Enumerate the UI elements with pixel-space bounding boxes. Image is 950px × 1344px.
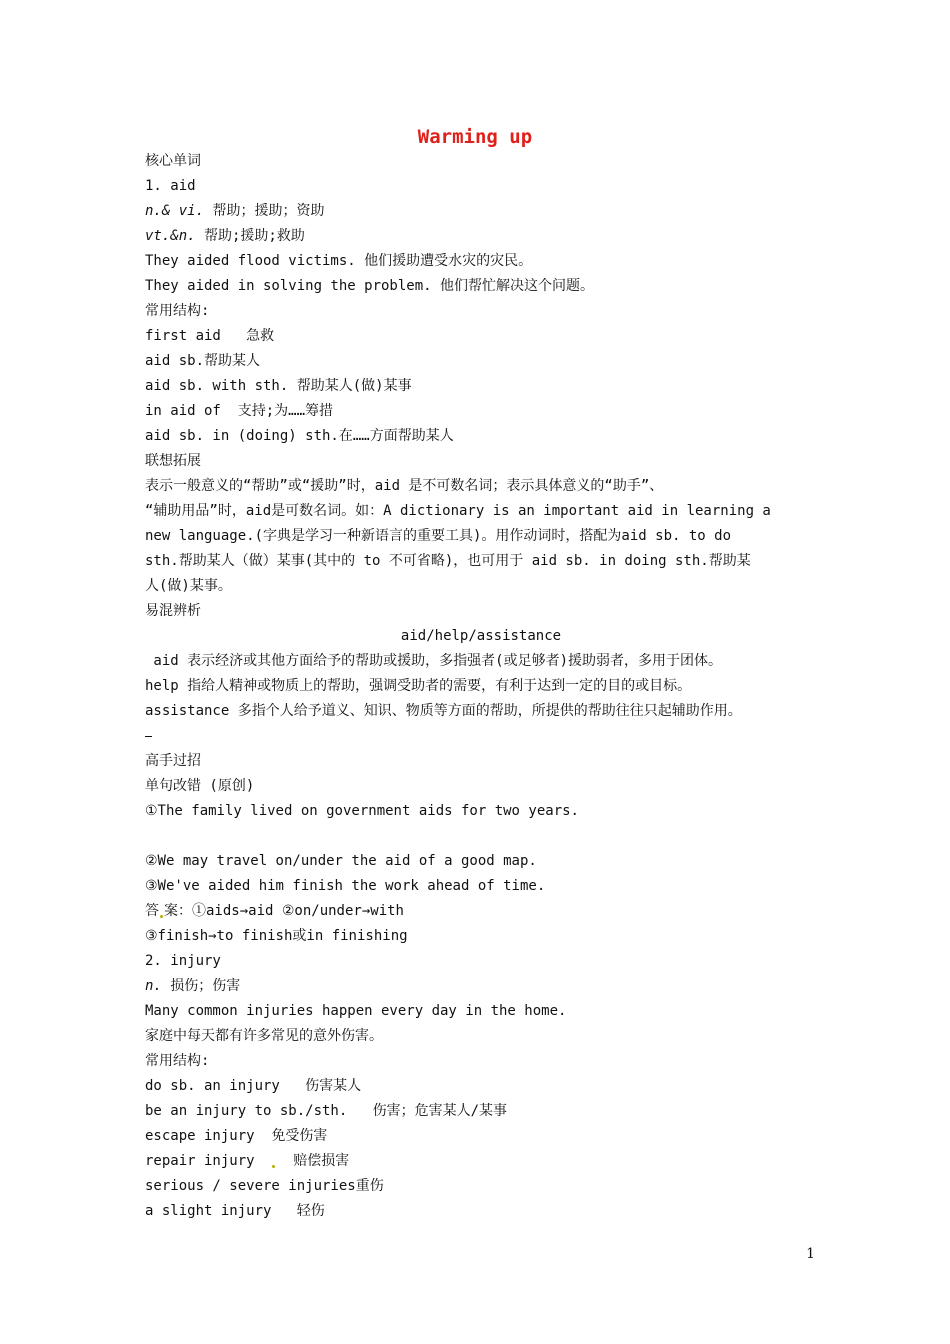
answer-text: 案：①aids→aid ②on/under→with bbox=[164, 903, 404, 919]
distinction-text: assistance 多指个人给予道义、知识、物质等方面的帮助，所提供的帮助往往只起辅助作用。 bbox=[145, 703, 742, 719]
page-title: Warming up bbox=[417, 126, 533, 148]
distinction-label: 易混辨析 bbox=[145, 603, 201, 619]
structure-item: in aid of 支持;为……筹措 bbox=[145, 403, 334, 419]
structure-item: a slight injury 轻伤 bbox=[145, 1203, 325, 1219]
structure-item bbox=[145, 1149, 817, 1174]
distinction-text: help 指给人精神或物质上的帮助，强调受助者的需要，有利于达到一定的目的或目标。 bbox=[145, 678, 692, 694]
structure-item: do sb. an injury 伤害某人 bbox=[145, 1078, 362, 1094]
part-of-speech: n.& vi. bbox=[145, 203, 205, 219]
answer-line bbox=[145, 899, 817, 924]
extension-text: sth.帮助某人（做）某事(其中的 to 不可省略)，也可用于 aid sb. in doing sth.帮助某 bbox=[145, 553, 751, 569]
extension-text: “辅助用品”时，aid是可数名词。如：A dictionary is an important aid in learning a bbox=[145, 503, 771, 519]
answer-line: ③finish→to finish或in finishing bbox=[145, 928, 408, 944]
word-heading-injury: 2. injury bbox=[145, 953, 221, 969]
blank-line bbox=[145, 824, 817, 849]
exercise-question: ②We may travel on/under the aid of a good map. bbox=[145, 853, 537, 869]
structure-item: aid sb. in (doing) sth.在……方面帮助某人 bbox=[145, 428, 454, 444]
definition-line bbox=[145, 224, 817, 249]
word-heading-aid: 1. aid bbox=[145, 178, 196, 194]
extension-text: 人(做)某事。 bbox=[145, 578, 232, 594]
structure-item: aid sb. with sth. 帮助某人(做)某事 bbox=[145, 378, 412, 394]
structure-item: first aid 急救 bbox=[145, 328, 275, 344]
document-body bbox=[145, 149, 817, 1224]
structure-label: 常用结构: bbox=[145, 1053, 210, 1069]
part-of-speech: n. bbox=[145, 978, 162, 994]
structure-item: aid sb.帮助某人 bbox=[145, 353, 261, 369]
exercise-question: ①The family lived on government aids for two years. bbox=[145, 803, 579, 819]
example-sentence: They aided in solving the problem. 他们帮忙解决这个问题。 bbox=[145, 278, 595, 294]
exercise-label: 单句改错 (原创) bbox=[145, 778, 255, 794]
definition-text: 帮助；援助；资助 bbox=[204, 203, 325, 219]
page-number: 1 bbox=[806, 1246, 815, 1262]
definition-text: 帮助;援助;救助 bbox=[195, 228, 305, 244]
example-translation: 家庭中每天都有许多常见的意外伤害。 bbox=[145, 1028, 383, 1044]
example-sentence: Many common injuries happen every day in the home. bbox=[145, 1003, 567, 1019]
part-of-speech: vt.&n. bbox=[145, 228, 196, 244]
dash-icon bbox=[145, 736, 152, 737]
distinction-heading: aid/help/assistance bbox=[400, 628, 562, 644]
structure-item: escape injury 免受伤害 bbox=[145, 1128, 328, 1144]
dot-icon bbox=[160, 915, 163, 918]
distinction-text: aid 表示经济或其他方面给予的帮助或援助，多指强者(或足够者)援助弱者，多用于团体。 bbox=[145, 653, 722, 669]
extension-text: 表示一般意义的“帮助”或“援助”时，aid 是不可数名词；表示具体意义的“助手”、 bbox=[145, 478, 664, 494]
structure-item: be an injury to sb./sth. 伤害；危害某人/某事 bbox=[145, 1103, 508, 1119]
dot-icon bbox=[272, 1165, 275, 1168]
structure-label: 常用结构: bbox=[145, 303, 210, 319]
example-sentence: They aided flood victims. 他们援助遭受水灾的灾民。 bbox=[145, 253, 533, 269]
definition-line bbox=[145, 199, 817, 224]
extension-text: new language.(字典是学习一种新语言的重要工具)。用作动词时，搭配为aid sb. to do bbox=[145, 528, 732, 544]
definition-text: 损伤；伤害 bbox=[161, 978, 241, 994]
definition-line bbox=[145, 974, 817, 999]
structure-item: serious / severe injuries重伤 bbox=[145, 1178, 384, 1194]
practice-label: 高手过招 bbox=[145, 753, 201, 769]
answer-text: 答 bbox=[145, 903, 159, 919]
extension-label: 联想拓展 bbox=[145, 453, 201, 469]
exercise-question: ③We've aided him finish the work ahead of time. bbox=[145, 878, 546, 894]
section-heading-core-words: 核心单词 bbox=[145, 153, 201, 169]
structure-text: 赔偿损害 bbox=[276, 1153, 350, 1169]
dash-mark bbox=[145, 724, 817, 749]
structure-text: repair injury bbox=[145, 1153, 272, 1169]
